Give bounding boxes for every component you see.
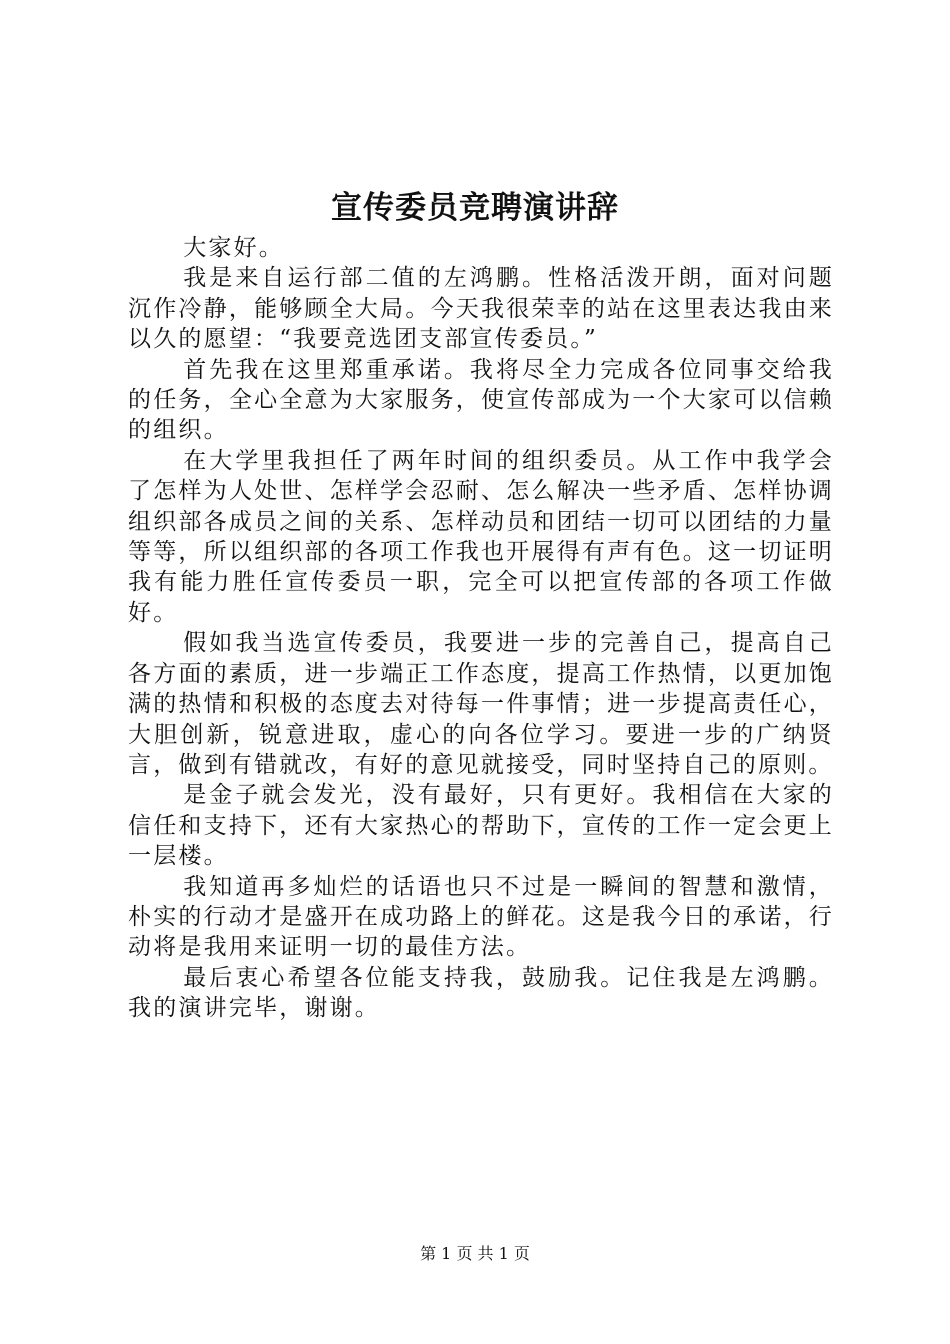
page-number-footer: 第 1 页 共 1 页 <box>420 1244 530 1263</box>
paragraph-action: 我知道再多灿烂的话语也只不过是一瞬间的智慧和激情，朴实的行动才是盛开在成功路上的鲜花。这是我今日的承诺，行动将是我用来证明一切的最佳方法。 <box>128 873 834 961</box>
paragraph-introduction: 我是来自运行部二值的左鸿鹏。性格活泼开朗，面对问题沉作冷静，能够顾全大局。今天我很荣幸的站在这里表达我由来以久的愿望：“我要竞选团支部宣传委员。” <box>128 265 834 353</box>
paragraph-closing: 最后衷心希望各位能支持我，鼓励我。记住我是左鸿鹏。我的演讲完毕，谢谢。 <box>128 964 834 1022</box>
paragraph-confidence: 是金子就会发光，没有最好，只有更好。我相信在大家的信任和支持下，还有大家热心的帮助下，宣传的工作一定会更上一层楼。 <box>128 782 834 870</box>
paragraph-greeting: 大家好。 <box>183 235 284 261</box>
document-body <box>128 233 834 1024</box>
paragraph-experience: 在大学里我担任了两年时间的组织委员。从工作中我学会了怎样为人处世、怎样学会忍耐、怎么解决一些矛盾、怎样协调组织部各成员之间的关系、怎样动员和团结一切可以团结的力量等等，所以组织部的各项工作我也开展得有声有色。这一切证明我有能力胜任宣传委员一职，完全可以把宣传部的各项工作做好。 <box>128 447 834 626</box>
paragraph-commitment: 首先我在这里郑重承诺。我将尽全力完成各位同事交给我的任务，全心全意为大家服务，使宣传部成为一个大家可以信赖的组织。 <box>128 356 834 444</box>
paragraph-plans: 假如我当选宣传委员，我要进一步的完善自己，提高自己各方面的素质，进一步端正工作态度，提高工作热情，以更加饱满的热情和积极的态度去对待每一件事情；进一步提高责任心，大胆创新，锐意进取，虚心的向各位学习。要进一步的广纳贤言，做到有错就改，有好的意见就接受，同时坚持自己的原则。 <box>128 630 834 778</box>
document-title: 宣传委员竞聘演讲辞 <box>331 190 619 226</box>
